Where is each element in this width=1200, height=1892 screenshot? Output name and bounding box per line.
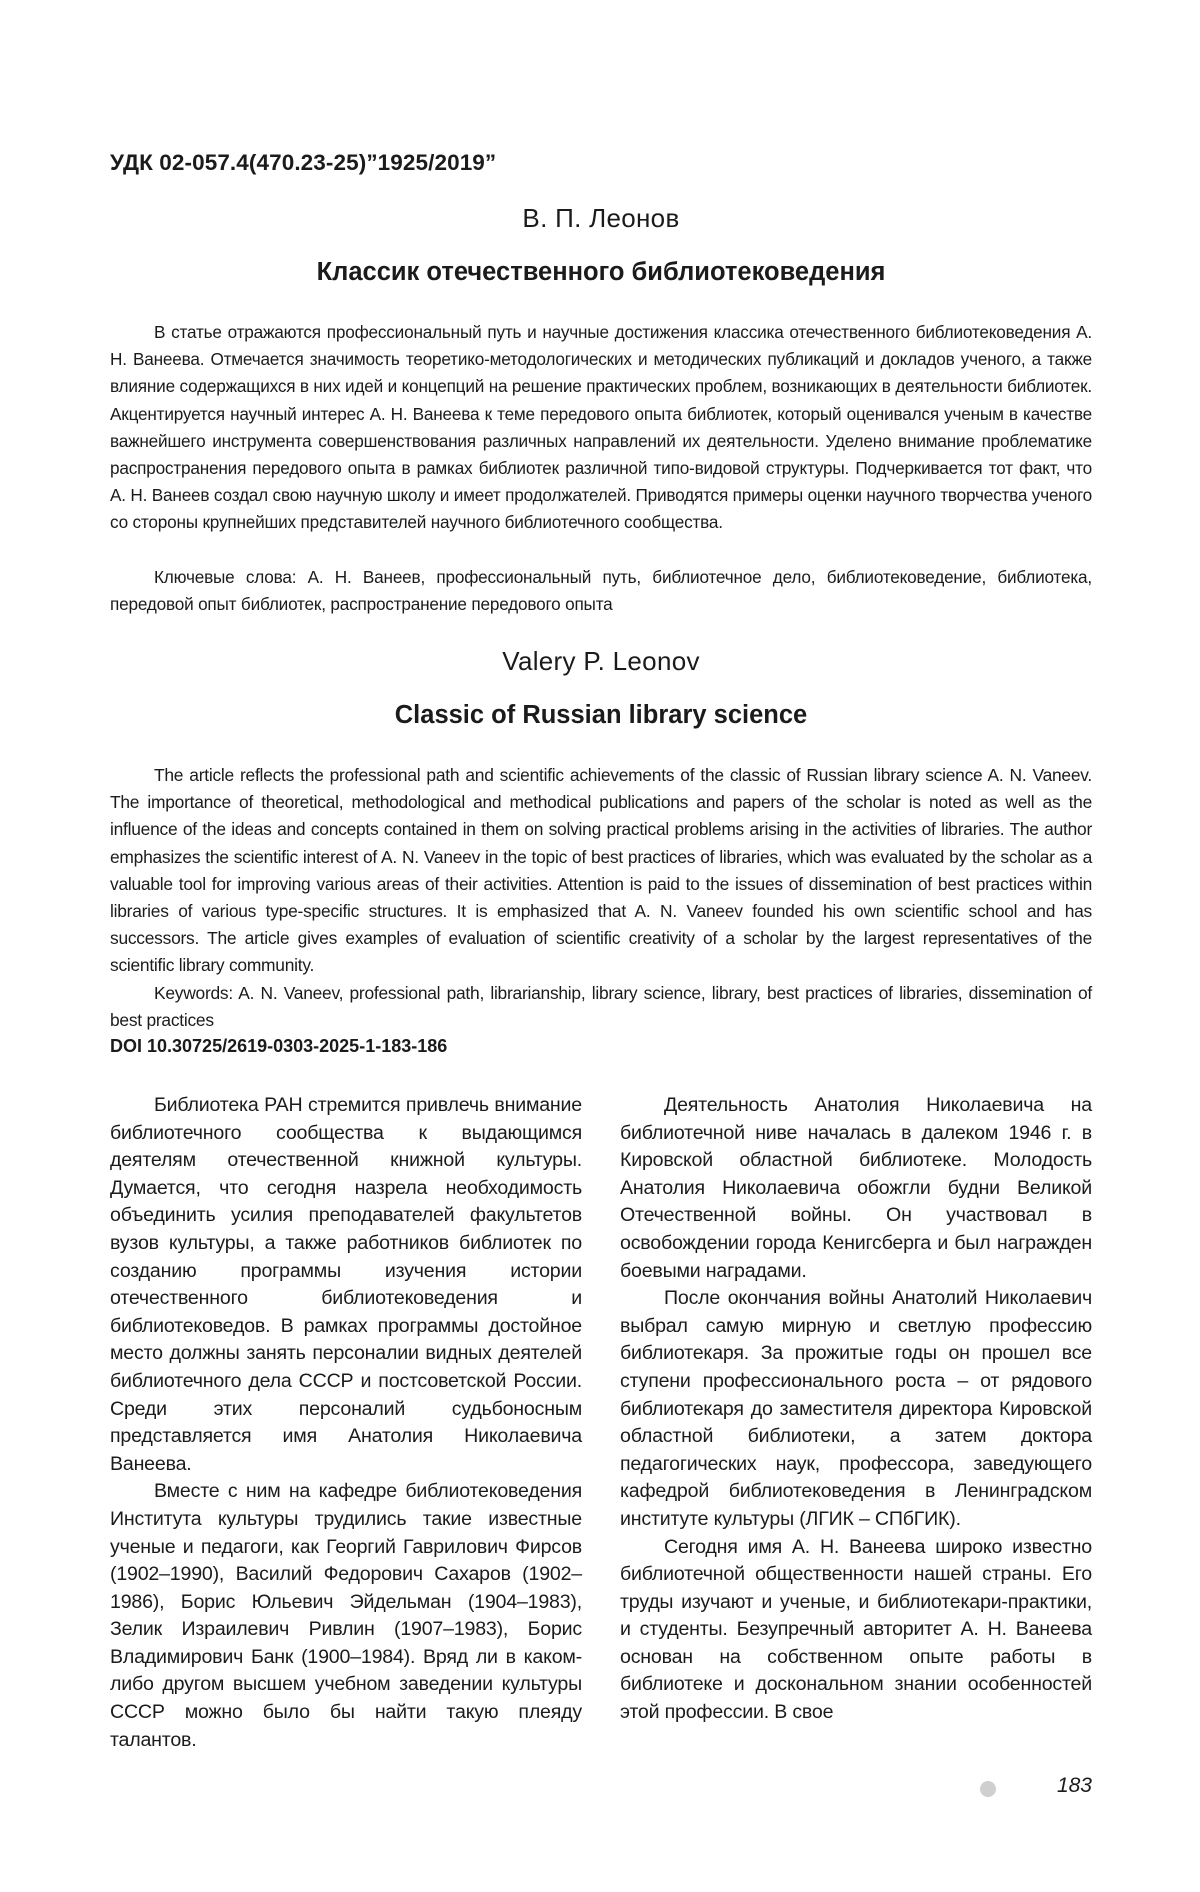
body-column-right [620, 1092, 1092, 1727]
doi-link[interactable]: DOI 10.30725/2619-0303-2025-1-183-186 [110, 1036, 448, 1056]
keywords-en: Keywords: A. N. Vaneev, professional path, librarianship, library science, library, best practices of libraries, dissemination of best practices [110, 983, 1092, 1031]
abstract-en: The article reflects the professional path and scientific achievements of the classic of Russian library science A. N. Vaneev. The importance of theoretical, methodological and methodical publications and papers of the scholar is noted as well as the influence of the ideas and concepts contained in them on solving practical problems arising in the activities of libraries. The author emphasizes the scientific interest of A. N. Vaneev in the topic of best practices of libraries, which was evaluated by the scholar as a valuable tool for improving various areas of their activities. Attention is paid to the issues of dissemination of best practices within libraries of various type-specific structures. It is emphasized that A. N. Vaneev founded his own scientific school and has successors. The article gives examples of evaluation of scientific creativity of a scholar by the largest representatives of the scientific library community. [110, 765, 1092, 976]
body-column-left [110, 1092, 582, 1754]
author-en: Valery P. Leonov [502, 646, 700, 676]
keywords-ru: Ключевые слова: А. Н. Ванеев, профессиональный путь, библиотечное дело, библиотековедение, библиотека, передовой опыт библиотек, распространение передового опыта [110, 567, 1092, 615]
abstract-ru: В статье отражаются профессиональный путь и научные достижения классика отечественного библиотековедения А. Н. Ванеева. Отмечается значимость теоретико-методологических и методических публикаций и докладов ученого, а также влияние содержащихся в них идей и концепций на решение практических проблем, возникающих в деятельности библиотек. Акцентируется научный интерес А. Н. Ванеева к теме передового опыта библиотек, который оценивался ученым в качестве важнейшего инструмента совершенствования различных направлений их деятельности. Уделено внимание проблематике распространения передового опыта в рамках библиотек различной типо-видовой структуры. Подчеркивается тот факт, что А. Н. Ванеев создал свою научную школу и имеет продолжателей. Приводятся примеры оценки научного творчества ученого со стороны крупнейших представителей научного библиотечного сообщества. [110, 322, 1093, 533]
body-paragraph: Вместе с ним на кафедре библиотековедения Института культуры трудились такие известные ученые и педагоги, как Георгий Гаврилович Фирсов (1902–1990), Василий Федорович Сахаров (1902–1986), Борис Юльевич Эйдельман (1904–1983), Зелик Израилевич Ривлин (1907–1983), Борис Владимирович Банк (1900–1984). Вряд ли в каком-либо другом высшем учебном заведении культуры СССР можно было бы найти такую плеяду талантов. [110, 1480, 582, 1751]
page-footer [980, 1774, 1092, 1804]
body-paragraph: Сегодня имя А. Н. Ванеева широко известно библиотечной общественности нашей страны. Его труды изучают и ученые, и библиотекари-практики, и студенты. Безупречный авторитет А. Н. Ванеева основан на собственном опыте работы в библиотеке и доскональном знании особенностей этой профессии. В свое [620, 1535, 1092, 1724]
title-en: Classic of Russian library science [394, 701, 808, 729]
author-ru: В. П. Леонов [522, 203, 680, 233]
udk-code: УДК 02-057.4(470.23-25)”1925/2019” [110, 150, 497, 175]
body-paragraph: Библиотека РАН стремится привлечь внимание библиотечного сообщества к выдающимся деятелям отечественной книжной культуры. Думается, что сегодня назрела необходимость объединить усилия преподавателей факультетов вузов культуры, а также работников библиотек по созданию программы изучения истории отечественного библиотековедения и библиотековедов. В рамках программы достойное место должны занять персоналии видных деятелей библиотечного дела СССР и постсоветской России. Среди этих персоналий судьбоносным представляется имя Анатолия Николаевича Ванеева. [110, 1094, 582, 1475]
page-number: 183 [1056, 1774, 1092, 1797]
article-page [110, 0, 1092, 1892]
body-paragraph: Деятельность Анатолия Николаевича на библиотечной ниве началась в далеком 1946 г. в Кировской областной библиотеке. Молодость Анатолия Николаевича обожгли будни Великой Отечественной войны. Он участвовал в освобождении города Кенигсберга и был награжден боевыми наградами. [620, 1094, 1092, 1282]
title-ru: Классик отечественного библиотековедения [316, 258, 886, 286]
bullet-dot-icon [980, 1781, 996, 1797]
body-paragraph: После окончания войны Анатолий Николаевич выбрал самую мирную и светлую профессию библиотекаря. За прожитые годы он прошел все ступени профессионального роста – от рядового библиотекаря до заместителя директора Кировской областной библиотеки, а затем доктора педагогических наук, профессора, заведующего кафедрой библиотековедения в Ленинградском институте культуры (ЛГИК – СПбГИК). [620, 1287, 1092, 1530]
